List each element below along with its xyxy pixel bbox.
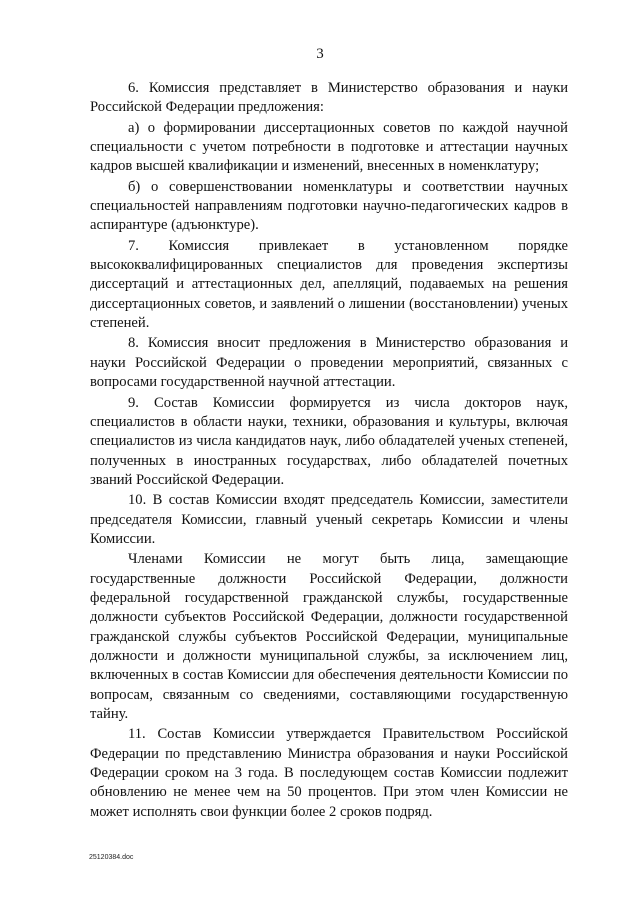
paragraph-7: 7. Комиссия привлекает в установленном порядке высококвалифицированных специалистов для проведения экспертизы диссертаций и аттестационных дел, апелляций, подаваемых на решения диссертационных советов, и заявлений о лишении (восстановлении) ученых степеней. bbox=[90, 237, 568, 332]
page-number: 3 bbox=[316, 46, 324, 62]
paragraph-6a: а) о формировании диссертационных советов по каждой научной специальности с учетом потребности в подготовке и аттестации научных кадров высшей квалификации и изменений, внесенных в номенклатуру; bbox=[90, 119, 568, 175]
paragraph-11: 11. Состав Комиссии утверждается Правительством Российской Федерации по представлению Министра образования и науки Российской Федерации сроком на 3 года. В последующем состав Комиссии подлежит обновлению не менее чем на 50 процентов. При этом член Комиссии не может исполнять свои функции более 2 сроков подряд. bbox=[90, 726, 568, 820]
paragraph-8: 8. Комиссия вносит предложения в Министерство образования и науки Российской Федерации о проведении мероприятий, связанных с вопросами государственной научной аттестации. bbox=[90, 335, 568, 391]
paragraph-6b: б) о совершенствовании номенклатуры и соответствии научных специальностей направлениям подготовки научно-педагогических кадров в аспирантуре (адъюнктуре). bbox=[90, 178, 568, 234]
paragraph-10-members: Членами Комиссии не могут быть лица, замещающие государственные должности Российской Федерации, должности федеральной государственной гражданской службы, государственные должности субъектов Российской Федерации, должности государственной гражданской службы субъектов Российской Федерации, муниципальные должности и должности муниципальной службы, за исключением лиц, включенных в состав Комиссии для обеспечения деятельности Комиссии по вопросам, связанным со сведениями, составляющими государственную тайну. bbox=[90, 551, 568, 722]
paragraph-9: 9. Состав Комиссии формируется из числа докторов наук, специалистов в области науки, техники, образования и культуры, включая специалистов из числа кандидатов наук, либо обладателей ученых степеней, полученных в иностранных государствах, либо обладателей почетных званий Российской Федерации. bbox=[90, 394, 568, 488]
file-name-footer: 25120384.doc bbox=[89, 854, 134, 861]
document-body bbox=[90, 79, 568, 822]
paragraph-10: 10. В состав Комиссии входят председатель Комиссии, заместители председателя Комиссии, главный ученый секретарь Комиссии и члены Комиссии. bbox=[90, 492, 568, 547]
paragraph-6: 6. Комиссия представляет в Министерство образования и науки Российской Федерации предложения: bbox=[90, 80, 568, 116]
